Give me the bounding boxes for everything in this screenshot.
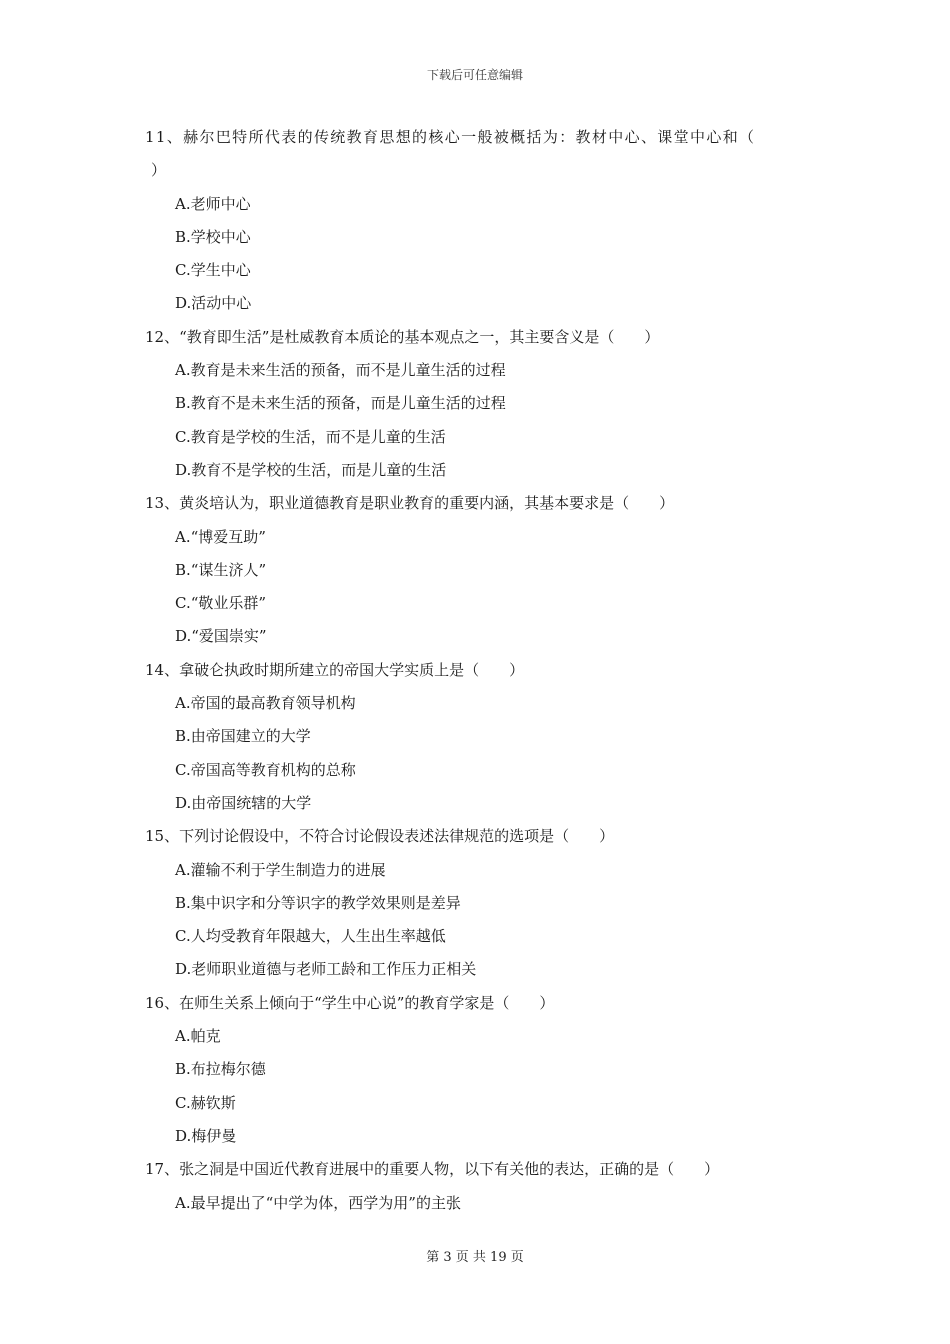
question-11-option-c: C.学生中心 [175,261,251,280]
question-11-stem: 11、赫尔巴特所代表的传统教育思想的核心一般被概括为：教材中心、课堂中心和（ [145,128,756,146]
question-16-stem: 16、在师生关系上倾向于“学生中心说”的教育学家是（ ） [145,993,555,1012]
question-14-option-b: B.由帝国建立的大学 [175,727,311,746]
question-16-option-c: C.赫钦斯 [175,1093,236,1112]
question-14-stem: 14、拿破仑执政时期所建立的帝国大学实质上是（ ） [145,660,525,679]
question-13-stem: 13、黄炎培认为，职业道德教育是职业教育的重要内涵，其基本要求是（ ） [145,494,675,513]
question-15-option-b: B.集中识字和分等识字的教学效果则是差异 [175,893,461,912]
question-12-option-c: C.教育是学校的生活，而不是儿童的生活 [175,427,446,446]
page-footer: 第 3 页 共 19 页 [426,1250,524,1265]
question-15-option-d: D.老师职业道德与老师工龄和工作压力正相关 [175,960,477,979]
question-15-stem: 15、下列讨论假设中，不符合讨论假设表述法律规范的选项是（ ） [145,827,615,846]
question-12-stem: 12、“教育即生活”是杜威教育本质论的基本观点之一，其主要含义是（ ） [145,327,660,346]
question-list [145,121,825,1220]
question-13-option-a: A.“博爱互助” [175,527,266,546]
question-13-option-b: B.“谋生济人” [175,560,267,579]
question-16-option-d: D.梅伊曼 [175,1126,237,1145]
question-15-option-a: A.灌输不利于学生制造力的进展 [175,860,386,879]
question-14-option-c: C.帝国高等教育机构的总称 [175,760,356,779]
question-15-option-c: C.人均受教育年限越大，人生出生率越低 [175,927,446,946]
question-12-option-b: B.教育不是未来生活的预备，而是儿童生活的过程 [175,394,506,413]
question-11-option-a: A.老师中心 [175,194,251,213]
question-11-stem-continued: ） [151,161,167,180]
question-17-option-a: A.最早提出了“中学为体，西学为用”的主张 [175,1193,461,1212]
question-16-option-b: B.布拉梅尔德 [175,1060,266,1079]
question-12-option-a: A.教育是未来生活的预备，而不是儿童生活的过程 [175,361,506,380]
page-header: 下载后可任意编辑 [426,68,523,82]
question-14-option-a: A.帝国的最高教育领导机构 [175,694,356,713]
question-11-option-d: D.活动中心 [175,294,252,313]
question-13-option-d: D.“爱国崇实” [175,627,267,646]
question-16-option-a: A.帕克 [175,1027,221,1046]
question-11-option-b: B.学校中心 [175,227,251,246]
question-12-option-d: D.教育不是学校的生活，而是儿童的生活 [175,460,447,479]
question-13-option-c: C.“敬业乐群” [175,594,267,613]
question-14-option-d: D.由帝国统辖的大学 [175,793,312,812]
question-17-stem: 17、张之洞是中国近代教育进展中的重要人物，以下有关他的表达，正确的是（ ） [145,1160,720,1179]
